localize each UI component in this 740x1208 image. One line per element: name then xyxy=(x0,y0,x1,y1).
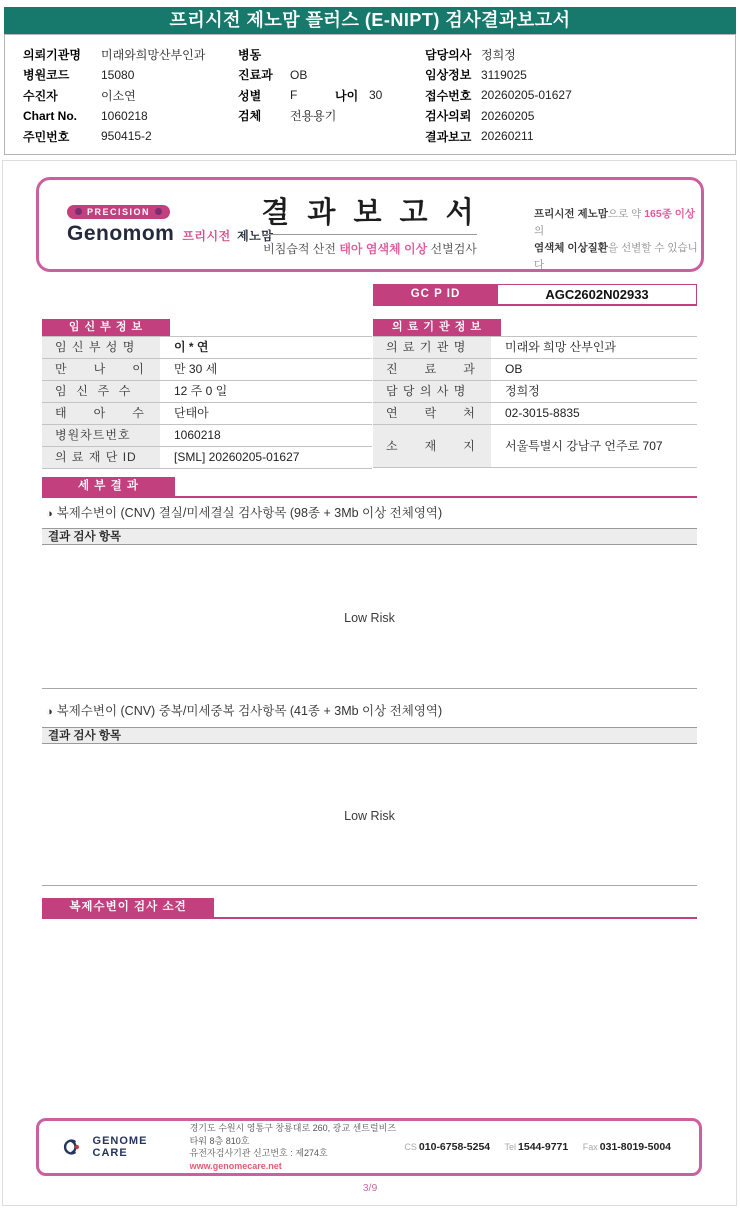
table-row xyxy=(42,381,372,403)
field-label: 의뢰기관명 xyxy=(23,47,81,62)
row-label: 임 신 주 수 xyxy=(42,381,160,402)
field-label: 결과보고 xyxy=(425,129,472,144)
gcpid-label: GC P ID xyxy=(373,284,498,304)
row-value: [SML] 20260205-01627 xyxy=(174,450,300,464)
promo-text xyxy=(534,206,701,274)
report-subtitle xyxy=(263,234,477,257)
mother-info-rows xyxy=(42,336,372,469)
cnv-deletion-heading xyxy=(46,503,442,521)
patient-row xyxy=(238,44,382,65)
table-row xyxy=(42,359,372,381)
patient-info-col1 xyxy=(23,44,205,147)
field-value: 20260211 xyxy=(481,129,534,144)
patient-row xyxy=(238,85,382,106)
field-value: OB xyxy=(290,67,308,82)
patient-row xyxy=(23,85,205,106)
patient-row xyxy=(23,126,205,147)
gcpid-bar xyxy=(373,284,697,306)
heading-text: 복제수변이 (CNV) 중복/미세중복 검사항목 (41종 + 3Mb 이상 전체영역) xyxy=(56,704,443,718)
patient-row xyxy=(23,65,205,86)
row-label: 진 료 과 xyxy=(373,359,491,380)
field-value: 미래와희망산부인과 xyxy=(101,47,206,62)
result-column-header: 결과 검사 항목 xyxy=(42,528,697,545)
address-line2: 유전자검사기관 신고번호 : 제274호 xyxy=(189,1148,328,1158)
patient-info-col2 xyxy=(238,44,382,126)
table-row xyxy=(42,403,372,425)
patient-info-box xyxy=(4,34,736,155)
fax-label: Fax xyxy=(582,1142,598,1152)
footer-contacts xyxy=(404,1141,683,1153)
genomecare-logo xyxy=(61,1135,168,1159)
patient-row xyxy=(425,85,572,106)
field-label: 병원코드 xyxy=(23,68,70,83)
patient-row xyxy=(23,44,205,65)
patient-row xyxy=(425,44,572,65)
row-label: 의 료 재 단 ID xyxy=(42,447,160,468)
patient-info-col3 xyxy=(425,44,572,147)
field-label: 병동 xyxy=(238,47,262,62)
half-circle-bullet-icon: ◑ xyxy=(46,706,53,718)
details-section-title: 세 부 결 과 xyxy=(42,477,175,496)
row-value: OB xyxy=(505,362,523,376)
brand-name: Genomom xyxy=(67,222,175,245)
clinic-info-title: 의 료 기 관 정 보 xyxy=(373,319,501,336)
field-value: 15080 xyxy=(101,67,135,82)
field-label: 접수번호 xyxy=(425,88,472,103)
patient-row xyxy=(238,65,382,86)
row-value: 정희정 xyxy=(505,384,540,398)
row-value: 서울특별시 강남구 언주로 707 xyxy=(505,439,663,453)
table-row xyxy=(373,381,697,403)
cnv-duplication-result: Low Risk xyxy=(344,809,395,823)
row-label: 담 당 의 사 명 xyxy=(373,381,491,402)
clinic-info-table xyxy=(373,319,697,468)
field-label: 검사의뢰 xyxy=(425,109,472,124)
field-value: 3119025 xyxy=(481,67,527,82)
field-label: 주민번호 xyxy=(23,129,70,144)
row-value: 만 30 세 xyxy=(174,362,218,376)
row-value: 12 주 0 일 xyxy=(174,384,228,398)
field-value: 950415-2 xyxy=(101,129,152,144)
field-label: Chart No. xyxy=(23,108,77,123)
table-row xyxy=(373,359,697,381)
result-column-header: 결과 검사 항목 xyxy=(42,727,697,744)
field-value: 20260205 xyxy=(481,108,535,123)
genomecare-logo-icon xyxy=(61,1135,87,1159)
genomecare-logo-text: GENOME CARE xyxy=(92,1135,148,1159)
promo-end: 의 xyxy=(534,225,545,237)
cs-label: CS xyxy=(404,1142,417,1152)
field-label: 성별 xyxy=(238,88,262,103)
precision-badge-label: PRECISION xyxy=(87,206,151,217)
row-label: 만 나 이 xyxy=(42,359,160,380)
promo-bold: 프리시전 제노맘 xyxy=(534,208,608,220)
report-header-card xyxy=(36,177,704,272)
website-link[interactable]: www.genomecare.net xyxy=(189,1160,282,1171)
row-label: 병원차트번호 xyxy=(42,425,160,446)
field-value: 20260205-01627 xyxy=(481,88,572,103)
details-section-header xyxy=(42,477,697,498)
field-label: 나이 xyxy=(335,88,359,103)
field-value: 전용용기 xyxy=(290,109,337,124)
row-label: 소 재 지 xyxy=(373,425,491,467)
patient-row xyxy=(425,126,572,147)
field-value: 30 xyxy=(369,88,383,103)
field-value: F xyxy=(290,88,298,103)
brand-kr-dark: 제노맘 xyxy=(237,229,274,243)
tel-number: 1544-9771 xyxy=(518,1141,569,1153)
row-value: 02-3015-8835 xyxy=(505,406,580,420)
row-label: 의 료 기 관 명 xyxy=(373,337,491,358)
half-circle-bullet-icon: ◑ xyxy=(46,508,53,520)
section-divider xyxy=(42,885,697,886)
field-label: 수진자 xyxy=(23,88,58,103)
cnv-duplication-heading xyxy=(46,701,442,719)
promo-mid: 으로 약 xyxy=(607,208,645,220)
footer-card xyxy=(36,1118,702,1176)
section-divider xyxy=(42,688,697,689)
gcpid-value: AGC2602N02933 xyxy=(498,284,697,304)
subtitle-suffix: 선별검사 xyxy=(427,242,477,256)
field-value: 1060218 xyxy=(101,108,148,123)
table-row xyxy=(373,403,697,425)
findings-section-header xyxy=(42,898,697,919)
row-label: 임 신 부 성 명 xyxy=(42,337,160,358)
row-label: 태 아 수 xyxy=(42,403,160,424)
clinic-info-rows xyxy=(373,336,697,468)
promo-line1 xyxy=(534,206,701,240)
brand-kr-pink: 프리시전 xyxy=(182,229,231,243)
table-row xyxy=(373,337,697,359)
table-row xyxy=(42,425,372,447)
field-label: 진료과 xyxy=(238,68,273,83)
address-line1: 경기도 수원시 영통구 창룡대로 260, 광교 센트럴비즈타워 8층 810호 xyxy=(189,1123,397,1146)
page-outline xyxy=(2,160,737,1206)
table-row xyxy=(42,337,372,359)
report-title-banner: 프리시전 제노맘 플러스 (E-NIPT) 검사결과보고서 xyxy=(4,7,736,34)
row-value: 이 * 연 xyxy=(174,340,209,354)
mother-info-table xyxy=(42,319,372,469)
mother-info-title: 임 신 부 정 보 xyxy=(42,319,170,336)
footer-address xyxy=(190,1122,405,1172)
fax-number: 031-8019-5004 xyxy=(599,1141,671,1153)
patient-row xyxy=(425,65,572,86)
table-row xyxy=(42,447,372,469)
promo-pink: 165종 이상 xyxy=(644,208,696,220)
field-value: 정희정 xyxy=(481,47,516,62)
patient-row xyxy=(23,106,205,127)
promo-end: 을 선별할 수 있습니다 xyxy=(534,242,698,271)
page-number: 3/9 xyxy=(362,1182,378,1194)
cnv-deletion-result: Low Risk xyxy=(344,611,395,625)
cs-number: 010-6758-5254 xyxy=(418,1141,491,1153)
table-row xyxy=(373,425,697,468)
patient-row xyxy=(425,106,572,127)
row-value: 미래와 희망 산부인과 xyxy=(505,340,616,354)
subtitle-prefix: 비침습적 산전 xyxy=(263,242,340,256)
findings-section-title: 복제수변이 검사 소견 xyxy=(42,898,214,917)
promo-bold: 염색체 이상질환 xyxy=(534,242,608,254)
promo-line2 xyxy=(534,240,701,274)
subtitle-highlight: 태아 염색체 이상 xyxy=(339,242,428,256)
report-title: 결 과 보 고 서 xyxy=(261,197,479,229)
row-value: 1060218 xyxy=(174,428,221,442)
patient-row xyxy=(238,106,382,127)
row-label: 연 락 처 xyxy=(373,403,491,424)
field-label: 임상정보 xyxy=(425,68,472,83)
field-value: 이소연 xyxy=(101,88,136,103)
tel-label: Tel xyxy=(504,1142,517,1152)
field-label: 담당의사 xyxy=(425,47,472,62)
heading-text: 복제수변이 (CNV) 결실/미세결실 검사항목 (98종 + 3Mb 이상 전체영역) xyxy=(56,506,443,520)
field-label: 검체 xyxy=(238,109,262,124)
row-value: 단태아 xyxy=(174,406,209,420)
